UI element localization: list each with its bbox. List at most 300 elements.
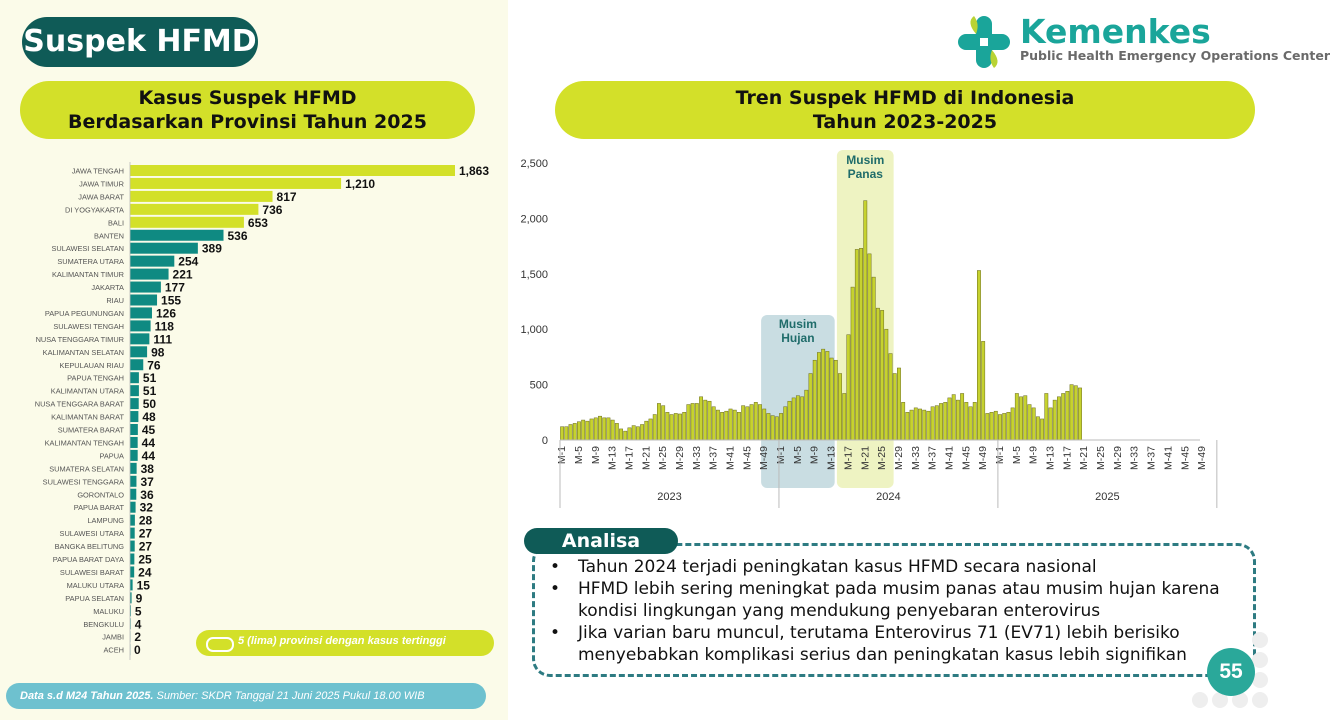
week-bar bbox=[733, 410, 736, 440]
province-value-label: 817 bbox=[276, 189, 297, 204]
week-bar bbox=[1040, 419, 1043, 440]
trend-chart-header-line-2: Tahun 2023-2025 bbox=[812, 111, 998, 133]
week-bar bbox=[1061, 393, 1064, 440]
week-bar bbox=[1019, 397, 1022, 440]
week-bar bbox=[1036, 417, 1039, 440]
week-bar bbox=[1066, 391, 1069, 440]
week-bar bbox=[1003, 413, 1006, 440]
province-label: BANGKA BELITUNG bbox=[54, 542, 124, 552]
province-label: BENGKULU bbox=[83, 619, 124, 629]
week-bar bbox=[809, 374, 812, 440]
week-tick-label: M-9 bbox=[808, 446, 821, 465]
province-label: SUMATERA BARAT bbox=[57, 425, 124, 435]
week-bar bbox=[1078, 388, 1081, 440]
week-bar bbox=[741, 406, 744, 440]
province-bar bbox=[130, 502, 136, 513]
province-bar bbox=[130, 411, 138, 422]
province-value-label: 536 bbox=[227, 228, 248, 243]
week-bar bbox=[712, 407, 715, 440]
province-bar bbox=[130, 541, 135, 552]
province-value-label: 254 bbox=[178, 254, 199, 269]
week-tick-label: M-33 bbox=[690, 446, 703, 470]
week-bar bbox=[796, 396, 799, 440]
province-chart-header bbox=[20, 81, 475, 139]
week-bar bbox=[792, 398, 795, 440]
y-tick-label: 0 bbox=[541, 435, 548, 447]
analysis-point: • Tahun 2024 terjadi peningkatan kasus HFMD secara nasional bbox=[548, 556, 1228, 578]
province-value-label: 24 bbox=[138, 565, 152, 580]
province-value-label: 1,863 bbox=[459, 164, 490, 178]
province-label: SULAWESI TENGAH bbox=[53, 321, 124, 331]
y-tick-label: 500 bbox=[529, 379, 548, 392]
week-bar bbox=[977, 270, 980, 440]
week-tick-label: M-17 bbox=[842, 446, 855, 470]
week-bar bbox=[834, 360, 837, 440]
week-bar bbox=[1053, 400, 1056, 440]
week-tick-label: M-13 bbox=[606, 446, 619, 470]
week-bar bbox=[670, 415, 673, 440]
week-bar bbox=[624, 431, 627, 440]
y-tick-label: 2,500 bbox=[520, 158, 548, 170]
week-bar bbox=[864, 201, 867, 440]
week-bar bbox=[737, 412, 740, 440]
week-bar bbox=[569, 424, 572, 440]
week-bar bbox=[640, 424, 643, 440]
week-bar bbox=[965, 402, 968, 440]
province-value-label: 98 bbox=[151, 345, 165, 360]
province-value-label: 4 bbox=[134, 617, 142, 632]
province-value-label: 38 bbox=[140, 461, 154, 476]
week-bar bbox=[1045, 393, 1048, 440]
week-bar bbox=[619, 429, 622, 440]
week-bar bbox=[581, 420, 584, 440]
week-bar bbox=[695, 403, 698, 440]
week-bar bbox=[645, 421, 648, 440]
week-bar bbox=[586, 421, 589, 440]
province-bar bbox=[130, 437, 138, 448]
province-value-label: 45 bbox=[141, 423, 156, 437]
week-tick-label: M-25 bbox=[876, 446, 889, 470]
footer-source: Sumber: SKDR Tanggal 21 Juni 2025 Pukul 18.00 WIB bbox=[153, 690, 425, 702]
province-bar bbox=[130, 566, 134, 577]
week-bar bbox=[784, 407, 787, 440]
week-bar bbox=[746, 407, 749, 440]
week-bar bbox=[628, 428, 631, 440]
week-tick-label: M-45 bbox=[741, 446, 754, 470]
week-bar bbox=[767, 413, 770, 440]
y-tick-label: 2,000 bbox=[520, 213, 548, 226]
province-label: SUMATERA UTARA bbox=[57, 257, 124, 267]
week-tick-label: M-9 bbox=[589, 446, 602, 465]
week-bar bbox=[560, 427, 563, 440]
week-bar bbox=[699, 397, 702, 440]
week-bar bbox=[779, 413, 782, 440]
province-bar bbox=[130, 307, 152, 318]
dry-season-label: Musim bbox=[846, 153, 885, 167]
week-bar bbox=[615, 423, 618, 440]
province-label: KALIMANTAN SELATAN bbox=[42, 347, 124, 357]
province-value-label: 28 bbox=[138, 513, 153, 528]
week-bar bbox=[754, 402, 757, 440]
week-tick-label: M-37 bbox=[926, 446, 939, 470]
province-label: SUMATERA SELATAN bbox=[49, 464, 124, 474]
week-bar bbox=[632, 426, 635, 440]
week-bar bbox=[880, 310, 883, 440]
province-chart-header-line-1: Kasus Suspek HFMD bbox=[138, 87, 357, 109]
province-value-label: 221 bbox=[172, 267, 193, 282]
week-bar bbox=[897, 368, 900, 440]
week-bar bbox=[944, 402, 947, 440]
week-bar bbox=[935, 406, 938, 440]
province-bar bbox=[130, 295, 157, 306]
week-bar bbox=[716, 410, 719, 440]
week-bar bbox=[800, 397, 803, 440]
province-value-label: 27 bbox=[138, 539, 153, 554]
province-label: PAPUA BARAT DAYA bbox=[52, 555, 124, 564]
province-bar bbox=[130, 217, 244, 228]
week-bar bbox=[653, 415, 656, 440]
province-chart-header-line-2: Berdasarkan Provinsi Tahun 2025 bbox=[68, 111, 427, 133]
week-bar bbox=[750, 405, 753, 440]
province-bar bbox=[130, 191, 273, 202]
trend-chart-header bbox=[555, 81, 1255, 139]
week-bar bbox=[758, 405, 761, 440]
province-value-label: 25 bbox=[138, 552, 152, 567]
province-value-label: 15 bbox=[136, 578, 150, 593]
analysis-point: • HFMD lebih sering meningkat pada musim panas atau musim hujan karena kondisi lingkungan yang mendukung penyebaran enterovirus bbox=[548, 578, 1228, 622]
week-tick-label: M-25 bbox=[1095, 446, 1108, 470]
province-value-label: 118 bbox=[154, 319, 174, 334]
week-tick-label: M-17 bbox=[623, 446, 636, 470]
week-bar bbox=[704, 400, 707, 440]
province-value-label: 9 bbox=[135, 591, 143, 606]
province-label: GORONTALO bbox=[77, 490, 124, 500]
week-bar bbox=[910, 410, 913, 440]
province-bar bbox=[130, 178, 341, 189]
week-bar bbox=[565, 427, 568, 440]
week-tick-label: M-41 bbox=[943, 446, 956, 470]
province-label: ACEH bbox=[103, 645, 124, 655]
week-bar bbox=[683, 412, 686, 440]
week-bar bbox=[847, 335, 850, 440]
week-bar bbox=[729, 409, 732, 440]
province-bar bbox=[130, 554, 134, 565]
province-value-label: 44 bbox=[141, 448, 156, 463]
province-value-label: 653 bbox=[247, 215, 268, 230]
week-bar bbox=[817, 352, 820, 440]
week-bar bbox=[885, 329, 888, 440]
province-label: RIAU bbox=[106, 296, 124, 305]
week-tick-label: M-9 bbox=[1027, 446, 1040, 465]
week-bar bbox=[708, 401, 711, 440]
week-bar bbox=[855, 249, 858, 440]
week-tick-label: M-41 bbox=[1162, 446, 1175, 470]
province-label: SULAWESI BARAT bbox=[59, 567, 124, 577]
week-bar bbox=[923, 410, 926, 440]
week-bar bbox=[838, 374, 841, 440]
week-tick-label: M-37 bbox=[1145, 446, 1158, 470]
week-tick-label: M-49 bbox=[977, 446, 990, 470]
week-tick-label: M-37 bbox=[707, 446, 720, 470]
week-bar bbox=[674, 413, 677, 440]
legend-swatch bbox=[206, 637, 234, 652]
week-bar bbox=[1015, 393, 1018, 440]
week-tick-label: M-25 bbox=[657, 446, 670, 470]
week-bar bbox=[1057, 397, 1060, 440]
week-bar bbox=[851, 287, 854, 440]
province-bar bbox=[130, 398, 139, 409]
week-tick-label: M-49 bbox=[758, 446, 771, 470]
week-bar bbox=[771, 416, 774, 440]
province-bar bbox=[130, 528, 135, 539]
trend-bar-chart bbox=[510, 145, 1230, 515]
province-value-label: 5 bbox=[134, 604, 142, 619]
week-bar bbox=[889, 354, 892, 440]
kemenkes-logo bbox=[952, 10, 1330, 76]
legend-label: 5 (lima) provinsi dengan kasus tertinggi bbox=[238, 635, 446, 647]
year-label: 2024 bbox=[876, 491, 901, 503]
week-bar bbox=[893, 374, 896, 440]
week-bar bbox=[981, 341, 984, 440]
week-tick-label: M-29 bbox=[674, 446, 686, 470]
province-label: JAKARTA bbox=[91, 283, 124, 293]
week-bar bbox=[876, 308, 879, 440]
province-bar bbox=[130, 515, 135, 526]
province-value-label: 0 bbox=[134, 643, 141, 658]
week-bar bbox=[649, 419, 652, 440]
page-title: Suspek HFMD bbox=[22, 17, 258, 67]
province-bar bbox=[130, 346, 147, 357]
week-bar bbox=[826, 351, 829, 440]
chart-legend bbox=[196, 630, 494, 656]
province-bar bbox=[130, 450, 138, 461]
province-bar bbox=[130, 243, 198, 254]
province-bar-chart bbox=[0, 160, 508, 660]
week-bar bbox=[666, 412, 669, 440]
week-bar bbox=[868, 254, 871, 440]
province-value-label: 736 bbox=[262, 202, 283, 217]
logo-name: Kemenkes bbox=[1020, 12, 1211, 51]
week-bar bbox=[636, 427, 639, 440]
week-bar bbox=[927, 411, 930, 440]
province-value-label: 155 bbox=[161, 293, 182, 308]
week-bar bbox=[1074, 386, 1077, 440]
week-tick-label: M-21 bbox=[859, 446, 872, 470]
week-tick-label: M-1 bbox=[556, 446, 569, 465]
province-value-label: 1,210 bbox=[345, 176, 376, 191]
province-label: KALIMANTAN TIMUR bbox=[52, 270, 124, 280]
week-tick-label: M-5 bbox=[1010, 446, 1023, 465]
week-bar bbox=[573, 423, 576, 440]
week-tick-label: M-1 bbox=[775, 446, 788, 465]
province-label: SULAWESI SELATAN bbox=[51, 244, 124, 254]
province-bar bbox=[130, 372, 139, 383]
province-value-label: 37 bbox=[140, 474, 154, 489]
province-label: KEPULAUAN RIAU bbox=[59, 360, 124, 370]
week-bar bbox=[990, 412, 993, 440]
week-bar bbox=[661, 406, 664, 440]
week-bar bbox=[720, 412, 723, 440]
analysis-point: • Jika varian baru muncul, terutama Enterovirus 71 (EV71) lebih berisiko menyebabkan komplikasi serius dan peningkatan kasus lebih signifikan bbox=[548, 622, 1228, 666]
province-value-label: 44 bbox=[141, 435, 156, 450]
week-tick-label: M-33 bbox=[1128, 446, 1141, 470]
week-bar bbox=[590, 419, 593, 440]
week-bar bbox=[1070, 385, 1073, 440]
week-bar bbox=[843, 393, 846, 440]
province-label: DI YOGYAKARTA bbox=[64, 205, 124, 215]
y-tick-label: 1,500 bbox=[520, 268, 548, 281]
province-value-label: 111 bbox=[153, 332, 173, 347]
week-bar bbox=[594, 418, 597, 440]
province-label: MALUKU UTARA bbox=[66, 580, 124, 590]
province-bar bbox=[130, 359, 143, 370]
week-bar bbox=[956, 400, 959, 440]
province-label: PAPUA TENGAH bbox=[67, 373, 124, 383]
analysis-title: Analisa bbox=[524, 528, 678, 554]
province-bar bbox=[130, 256, 174, 267]
week-tick-label: M-13 bbox=[1044, 446, 1057, 470]
week-bar bbox=[687, 405, 690, 440]
week-tick-label: M-5 bbox=[791, 446, 804, 465]
week-bar bbox=[678, 414, 681, 440]
week-bar bbox=[577, 422, 580, 440]
province-label: KALIMANTAN BARAT bbox=[51, 412, 124, 422]
week-bar bbox=[986, 413, 989, 440]
week-tick-label: M-45 bbox=[1179, 446, 1192, 470]
week-tick-label: M-17 bbox=[1061, 446, 1074, 470]
province-value-label: 177 bbox=[164, 280, 185, 295]
week-bar bbox=[725, 411, 728, 440]
week-bar bbox=[1007, 412, 1010, 440]
province-value-label: 50 bbox=[142, 397, 157, 412]
trend-chart-header-line-1: Tren Suspek HFMD di Indonesia bbox=[735, 87, 1075, 109]
province-label: JAWA BARAT bbox=[78, 192, 124, 202]
week-bar bbox=[906, 412, 909, 440]
week-bar bbox=[859, 248, 862, 440]
year-label: 2025 bbox=[1095, 491, 1120, 503]
province-value-label: 2 bbox=[134, 630, 142, 645]
province-label: KALIMANTAN UTARA bbox=[50, 386, 124, 396]
week-tick-label: M-33 bbox=[909, 446, 922, 470]
province-label: MALUKU bbox=[93, 606, 124, 616]
province-bar bbox=[130, 333, 149, 344]
province-label: PAPUA PEGUNUNGAN bbox=[44, 308, 124, 318]
province-bar bbox=[130, 476, 136, 487]
week-tick-label: M-45 bbox=[960, 446, 973, 470]
year-label: 2023 bbox=[657, 491, 682, 503]
province-value-label: 36 bbox=[140, 487, 154, 502]
province-bar bbox=[130, 489, 136, 500]
week-bar bbox=[914, 408, 917, 440]
week-bar bbox=[1049, 408, 1052, 440]
province-bar bbox=[130, 230, 224, 241]
week-bar bbox=[607, 418, 610, 440]
rainy-season-label: Hujan bbox=[781, 331, 815, 345]
week-bar bbox=[603, 418, 606, 440]
week-tick-label: M-21 bbox=[1078, 446, 1091, 470]
week-tick-label: M-41 bbox=[724, 446, 737, 470]
logo-subtitle: Public Health Emergency Operations Center bbox=[1020, 48, 1330, 63]
province-label: JAWA TIMUR bbox=[79, 179, 124, 189]
province-label: BALI bbox=[107, 218, 124, 228]
province-bar bbox=[130, 463, 137, 474]
week-bar bbox=[931, 407, 934, 440]
province-label: PAPUA BARAT bbox=[73, 503, 124, 513]
week-bar bbox=[611, 420, 614, 440]
week-bar bbox=[948, 398, 951, 440]
kemenkes-emblem-icon bbox=[952, 10, 1016, 74]
province-value-label: 27 bbox=[138, 526, 153, 541]
province-label: JAMBI bbox=[102, 632, 124, 642]
province-label: NUSA TENGGARA BARAT bbox=[34, 399, 124, 409]
week-tick-label: M-5 bbox=[572, 446, 585, 465]
week-bar bbox=[805, 390, 808, 440]
province-label: JAWA TENGAH bbox=[71, 166, 124, 176]
week-bar bbox=[969, 407, 972, 440]
province-label: SULAWESI TENGGARA bbox=[42, 477, 124, 487]
page-number: 55 bbox=[1207, 648, 1255, 696]
week-bar bbox=[973, 402, 976, 440]
province-label: PAPUA SELATAN bbox=[65, 593, 124, 603]
province-label: SULAWESI UTARA bbox=[59, 529, 124, 539]
week-tick-label: M-29 bbox=[1111, 446, 1124, 470]
province-label: NUSA TENGGARA TIMUR bbox=[35, 334, 124, 344]
province-value-label: 51 bbox=[142, 371, 157, 386]
province-bar bbox=[130, 320, 151, 331]
footer-bold: Data s.d M24 Tahun 2025. bbox=[20, 690, 154, 702]
province-bar bbox=[130, 424, 138, 435]
week-tick-label: M-1 bbox=[994, 446, 1006, 465]
province-label: BANTEN bbox=[94, 231, 124, 241]
week-bar bbox=[813, 360, 816, 440]
week-bar bbox=[918, 409, 921, 440]
analysis-list bbox=[548, 556, 1228, 666]
province-value-label: 76 bbox=[147, 358, 161, 373]
week-tick-label: M-49 bbox=[1196, 446, 1209, 470]
province-value-label: 32 bbox=[139, 500, 153, 515]
province-bar bbox=[130, 385, 139, 396]
week-bar bbox=[657, 403, 660, 440]
data-source-footer bbox=[6, 683, 486, 709]
week-bar bbox=[1028, 405, 1031, 440]
week-bar bbox=[1011, 408, 1014, 440]
province-label: LAMPUNG bbox=[87, 516, 124, 526]
province-label: KALIMANTAN TENGAH bbox=[44, 438, 124, 448]
week-bar bbox=[775, 417, 778, 440]
week-tick-label: M-29 bbox=[892, 446, 905, 470]
province-bar bbox=[130, 269, 169, 280]
week-bar bbox=[901, 402, 904, 440]
week-tick-label: M-21 bbox=[640, 446, 653, 470]
province-bar bbox=[130, 282, 161, 293]
province-value-label: 126 bbox=[155, 306, 177, 321]
week-bar bbox=[830, 358, 833, 440]
province-value-label: 51 bbox=[142, 384, 157, 399]
y-tick-label: 1,000 bbox=[520, 324, 548, 337]
week-bar bbox=[1024, 396, 1027, 440]
week-bar bbox=[998, 415, 1001, 440]
week-tick-label: M-13 bbox=[825, 446, 838, 470]
week-bar bbox=[952, 395, 955, 440]
week-bar bbox=[788, 401, 791, 440]
week-bar bbox=[598, 416, 601, 440]
week-bar bbox=[763, 409, 766, 440]
week-bar bbox=[821, 349, 824, 440]
week-bar bbox=[939, 403, 942, 440]
week-bar bbox=[872, 277, 875, 440]
week-bar bbox=[994, 411, 997, 440]
rainy-season-label: Musim bbox=[778, 317, 817, 331]
